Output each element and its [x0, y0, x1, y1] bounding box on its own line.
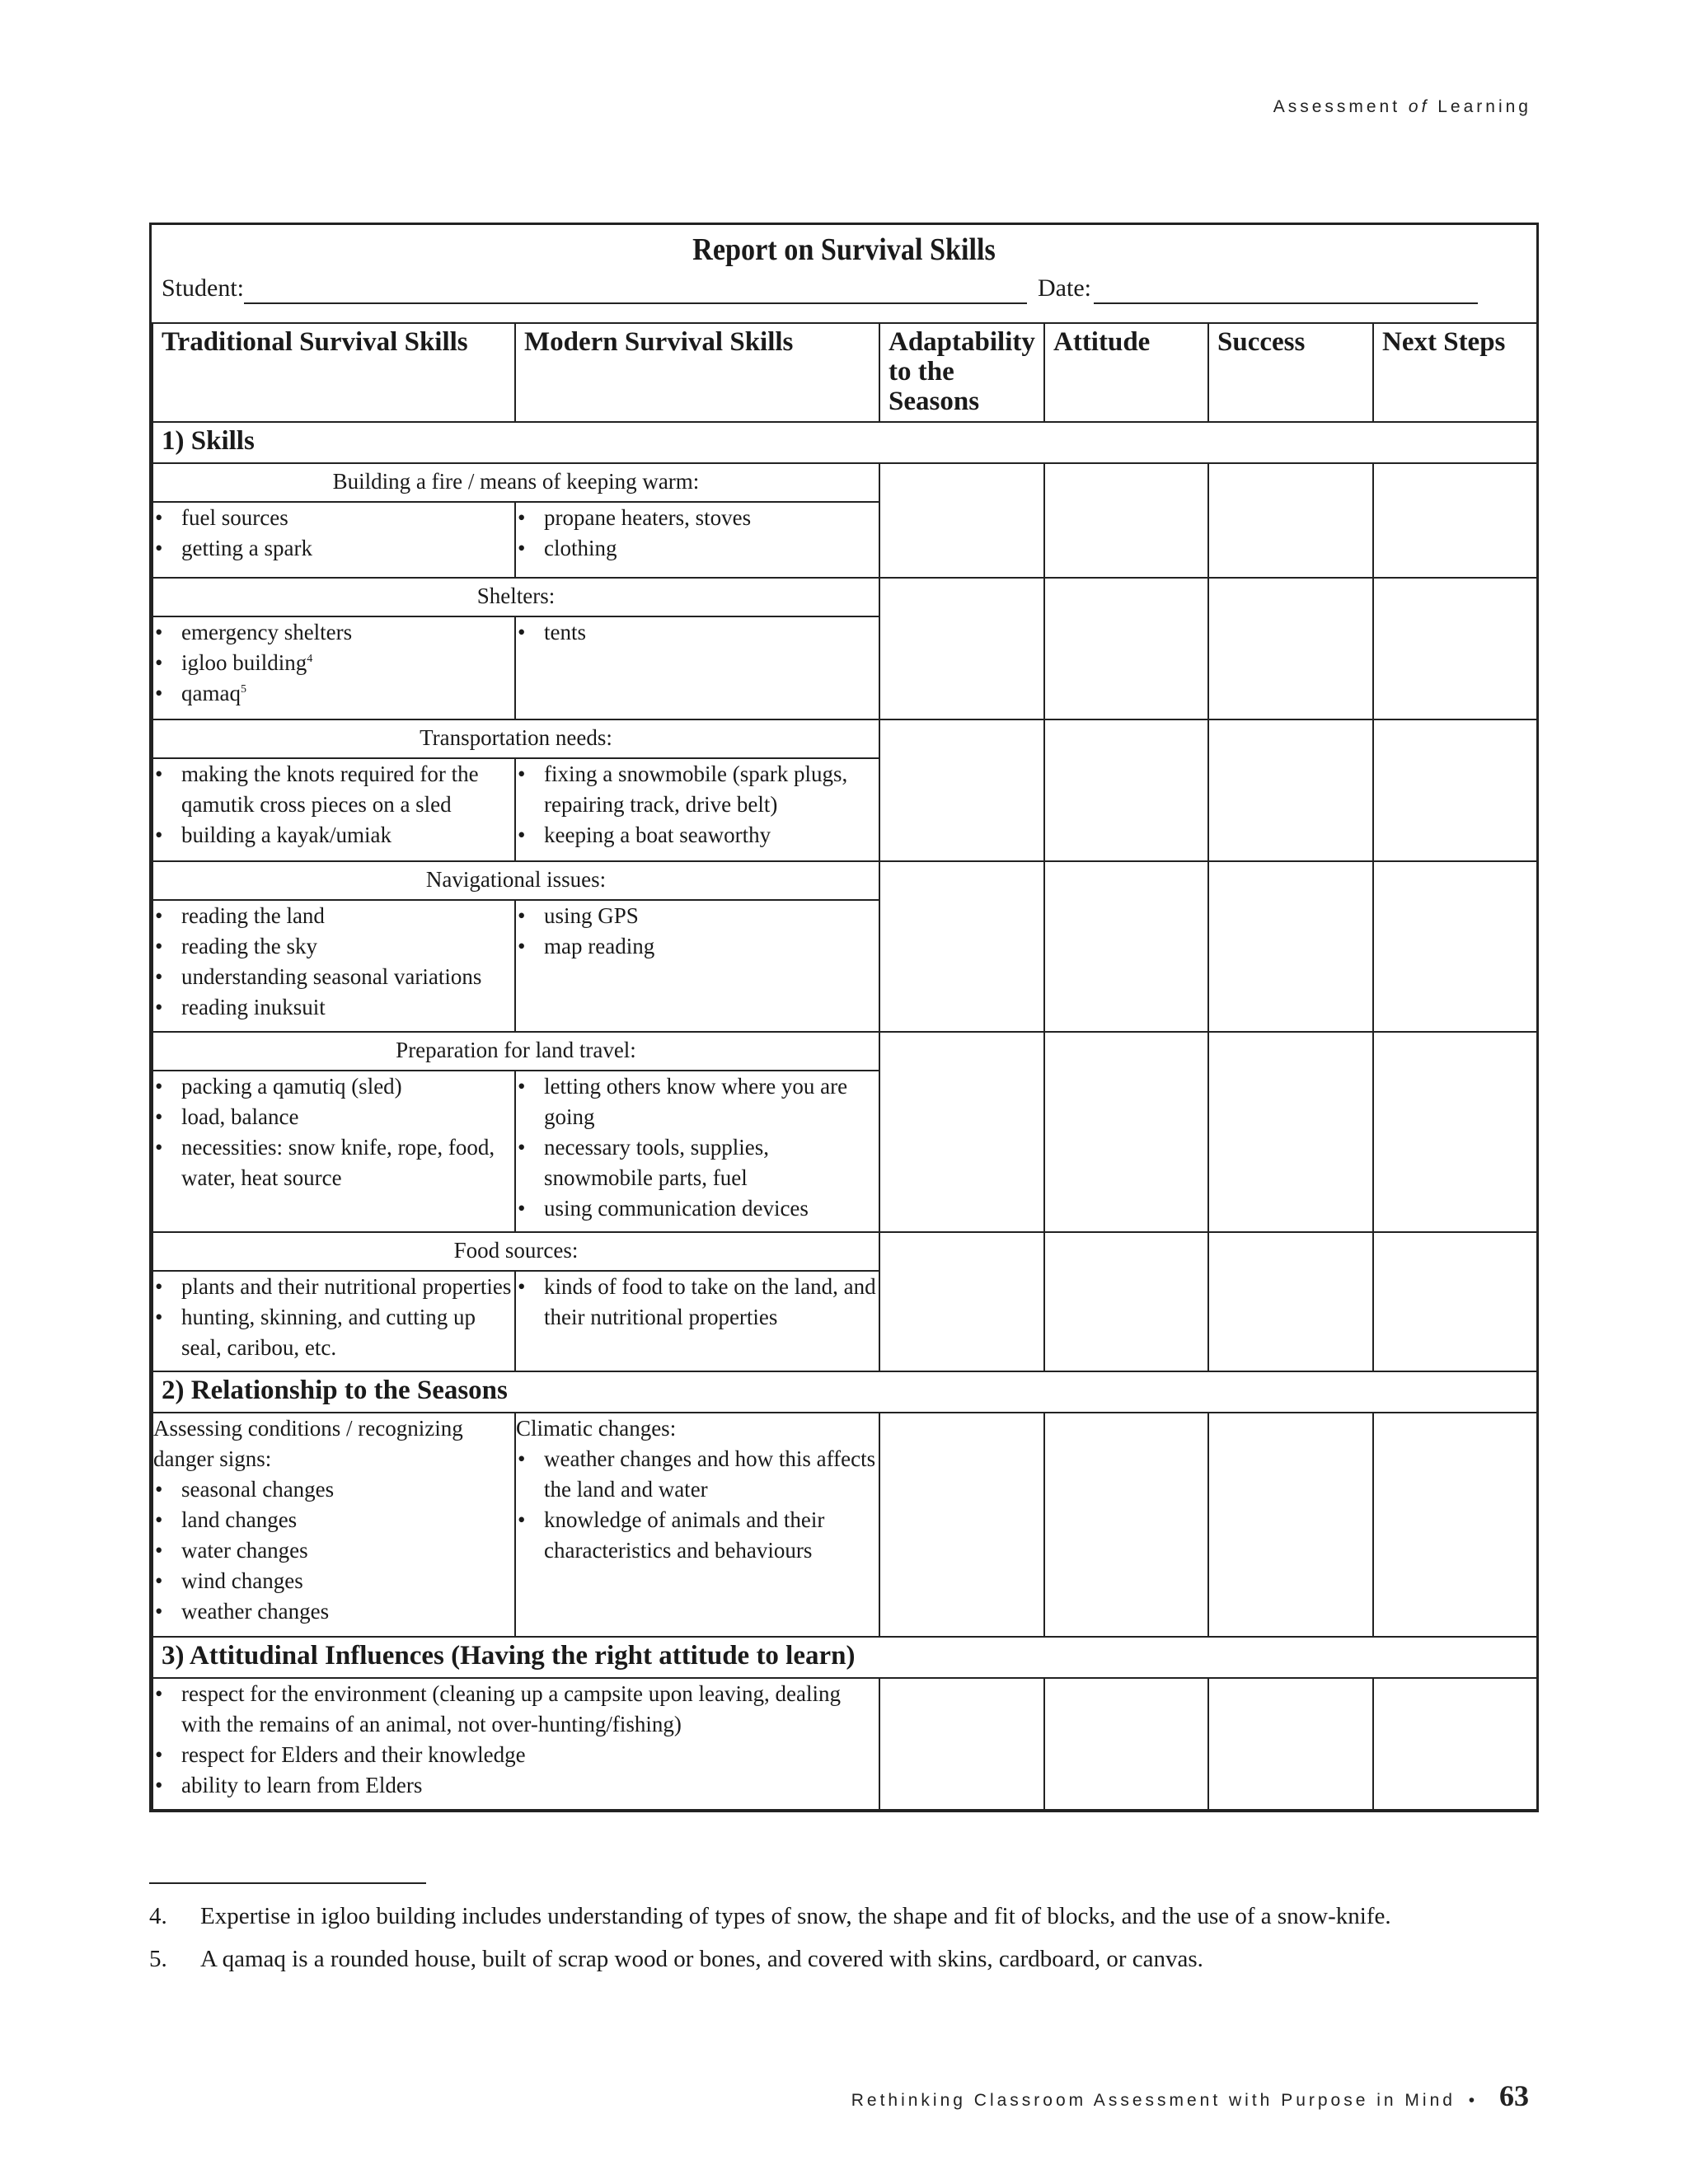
- group-title: Building a fire / means of keeping warm:: [152, 463, 879, 502]
- footnote-text: Expertise in igloo building includes understanding of types of snow, the shape and fit of blocks, and the use of a snow-knife.: [200, 1903, 1391, 1929]
- adaptability-cell[interactable]: [879, 1678, 1044, 1810]
- traditional-cell: [152, 758, 515, 861]
- attitude-cell[interactable]: [1044, 578, 1208, 719]
- success-cell[interactable]: [1208, 1032, 1373, 1232]
- report-form: [149, 223, 1539, 1812]
- date-field[interactable]: [1094, 302, 1478, 304]
- attitudinal-row: [152, 1678, 1537, 1810]
- list-item: • understanding seasonal variations: [153, 962, 514, 992]
- footnote-5: [149, 1943, 1542, 1975]
- group-navigation-title-row: [152, 861, 1537, 900]
- modern-cell: [515, 758, 879, 861]
- next-steps-cell[interactable]: [1373, 1232, 1537, 1371]
- list-item: • seasonal changes: [153, 1474, 514, 1505]
- col-attitude: Attitude: [1044, 323, 1208, 422]
- group-title: Navigational issues:: [152, 861, 879, 900]
- list-item: • packing a qamutiq (sled): [153, 1071, 514, 1102]
- attitude-cell[interactable]: [1044, 1032, 1208, 1232]
- section-skills-title: 1) Skills: [152, 422, 1537, 463]
- list-item: • emergency shelters: [153, 617, 514, 648]
- attitude-cell[interactable]: [1044, 1678, 1208, 1810]
- footnotes: [149, 1900, 1542, 1985]
- success-cell[interactable]: [1208, 578, 1373, 719]
- list-item: • keeping a boat seaworthy: [516, 820, 879, 851]
- list-item: • respect for the environment (cleaning up a campsite upon leaving, dealing with the remains of an animal, not over-hunting/fishing): [153, 1679, 870, 1740]
- col-adaptability: Adaptability to the Seasons: [879, 323, 1044, 422]
- col-next-steps: Next Steps: [1373, 323, 1537, 422]
- success-cell[interactable]: [1208, 719, 1373, 861]
- list-item: • kinds of food to take on the land, and their nutritional properties: [516, 1272, 879, 1333]
- section-seasons-row: [152, 1371, 1537, 1413]
- adaptability-cell[interactable]: [879, 719, 1044, 861]
- adaptability-cell[interactable]: [879, 1232, 1044, 1371]
- list-item: • building a kayak/umiak: [153, 820, 514, 851]
- list-item: • letting others know where you are going: [516, 1071, 879, 1132]
- footnote-number: 5.: [149, 1946, 167, 1972]
- list-item: • using communication devices: [516, 1193, 879, 1224]
- list-item: • respect for Elders and their knowledge: [153, 1740, 870, 1770]
- list-item: • hunting, skinning, and cutting up seal, caribou, etc.: [153, 1302, 514, 1363]
- group-food-title-row: [152, 1232, 1537, 1271]
- list-item: • map reading: [516, 931, 879, 962]
- list-item: • wind changes: [153, 1566, 514, 1596]
- student-label: Student:: [162, 274, 245, 302]
- intro-text: Assessing conditions / recognizing danger signs:: [153, 1416, 463, 1471]
- success-cell[interactable]: [1208, 1678, 1373, 1810]
- section-skills-row: [152, 422, 1537, 463]
- group-title: Food sources:: [152, 1232, 879, 1271]
- modern-cell: [515, 900, 879, 1032]
- group-title: Transportation needs:: [152, 719, 879, 758]
- modern-cell: [515, 502, 879, 578]
- list-item: • making the knots required for the qamutik cross pieces on a sled: [153, 759, 514, 820]
- adaptability-cell[interactable]: [879, 861, 1044, 1032]
- next-steps-cell[interactable]: [1373, 1032, 1537, 1232]
- traditional-cell: [152, 1413, 515, 1637]
- list-item: • fuel sources: [153, 503, 514, 533]
- group-fire-title-row: [152, 463, 1537, 502]
- attitude-cell[interactable]: [1044, 861, 1208, 1032]
- list-item: • ability to learn from Elders: [153, 1770, 870, 1801]
- list-item: • load, balance: [153, 1102, 514, 1132]
- modern-cell: [515, 616, 879, 719]
- footnote-text: A qamaq is a rounded house, built of scrap wood or bones, and covered with skins, cardboard, or canvas.: [200, 1946, 1203, 1972]
- adaptability-cell[interactable]: [879, 463, 1044, 578]
- running-head: Assessment of Learning: [1273, 97, 1531, 116]
- section-attitudinal-row: [152, 1637, 1537, 1678]
- modern-cell: [515, 1271, 879, 1371]
- next-steps-cell[interactable]: [1373, 1413, 1537, 1637]
- list-item: • using GPS: [516, 901, 879, 931]
- attitudinal-cell: [152, 1678, 879, 1810]
- footnote-rule: [149, 1882, 426, 1884]
- list-item: • tents: [516, 617, 879, 648]
- list-item: • getting a spark: [153, 533, 514, 564]
- section-attitudinal-title: 3) Attitudinal Influences (Having the right attitude to learn): [152, 1637, 1537, 1678]
- list-item: • necessary tools, supplies, snowmobile parts, fuel: [516, 1132, 879, 1193]
- traditional-cell: [152, 616, 515, 719]
- section-seasons-title: 2) Relationship to the Seasons: [152, 1371, 1537, 1413]
- attitude-cell[interactable]: [1044, 719, 1208, 861]
- date-label: Date:: [1038, 274, 1091, 302]
- footnote-4: [149, 1900, 1542, 1933]
- list-item: • clothing: [516, 533, 879, 564]
- col-modern: Modern Survival Skills: [515, 323, 879, 422]
- list-item: • reading the sky: [153, 931, 514, 962]
- adaptability-cell[interactable]: [879, 1032, 1044, 1232]
- group-title: Shelters:: [152, 578, 879, 616]
- page-footer: [851, 2079, 1529, 2113]
- form-title: Report on Survival Skills: [692, 232, 996, 267]
- success-cell[interactable]: [1208, 463, 1373, 578]
- modern-cell: [515, 1413, 879, 1637]
- group-shelters-title-row: [152, 578, 1537, 616]
- list-item: • water changes: [153, 1535, 514, 1566]
- list-item: • reading the land: [153, 901, 514, 931]
- list-item: • igloo building$^4$: [153, 648, 514, 678]
- adaptability-cell[interactable]: [879, 578, 1044, 719]
- success-cell[interactable]: [1208, 861, 1373, 1032]
- next-steps-cell[interactable]: [1373, 861, 1537, 1032]
- list-item: • land changes: [153, 1505, 514, 1535]
- footnote-number: 4.: [149, 1903, 167, 1929]
- list-item: • knowledge of animals and their characteristics and behaviours: [516, 1505, 879, 1566]
- list-item: • plants and their nutritional properties: [153, 1272, 514, 1302]
- list-item: • fixing a snowmobile (spark plugs, repairing track, drive belt): [516, 759, 879, 820]
- list-item: • weather changes and how this affects the land and water: [516, 1444, 879, 1505]
- next-steps-cell[interactable]: [1373, 1678, 1537, 1810]
- col-success: Success: [1208, 323, 1373, 422]
- traditional-cell: [152, 900, 515, 1032]
- group-preparation-title-row: [152, 1032, 1537, 1071]
- traditional-cell: [152, 502, 515, 578]
- attitude-cell[interactable]: [1044, 1232, 1208, 1371]
- next-steps-cell[interactable]: [1373, 463, 1537, 578]
- footer-title: Rethinking Classroom Assessment with Purpose in Mind: [851, 2091, 1456, 2110]
- attitude-cell[interactable]: [1044, 463, 1208, 578]
- modern-cell: [515, 1071, 879, 1232]
- header-row: [152, 323, 1537, 422]
- adaptability-cell[interactable]: [879, 1413, 1044, 1637]
- group-title: Preparation for land travel:: [152, 1032, 879, 1071]
- attitude-cell[interactable]: [1044, 1413, 1208, 1637]
- student-field[interactable]: [244, 302, 1027, 304]
- list-item: • weather changes: [153, 1596, 514, 1627]
- next-steps-cell[interactable]: [1373, 578, 1537, 719]
- list-item: • propane heaters, stoves: [516, 503, 879, 533]
- group-transportation-title-row: [152, 719, 1537, 758]
- next-steps-cell[interactable]: [1373, 719, 1537, 861]
- list-item: • qamaq$^5$: [153, 678, 514, 709]
- seasons-row: [152, 1413, 1537, 1637]
- footnote-ref: 5: [240, 683, 246, 696]
- intro-text: Climatic changes:: [516, 1416, 677, 1441]
- success-cell[interactable]: [1208, 1413, 1373, 1637]
- traditional-cell: [152, 1071, 515, 1232]
- traditional-cell: [152, 1271, 515, 1371]
- footer-bullet: •: [1468, 2091, 1479, 2110]
- footnote-ref: 4: [307, 653, 313, 665]
- success-cell[interactable]: [1208, 1232, 1373, 1371]
- list-item: • reading inuksuit: [153, 992, 514, 1023]
- survival-skills-table: [152, 322, 1538, 1811]
- col-traditional: Traditional Survival Skills: [152, 323, 515, 422]
- list-item: • necessities: snow knife, rope, food, water, heat source: [153, 1132, 514, 1193]
- page-number: 63: [1499, 2079, 1529, 2112]
